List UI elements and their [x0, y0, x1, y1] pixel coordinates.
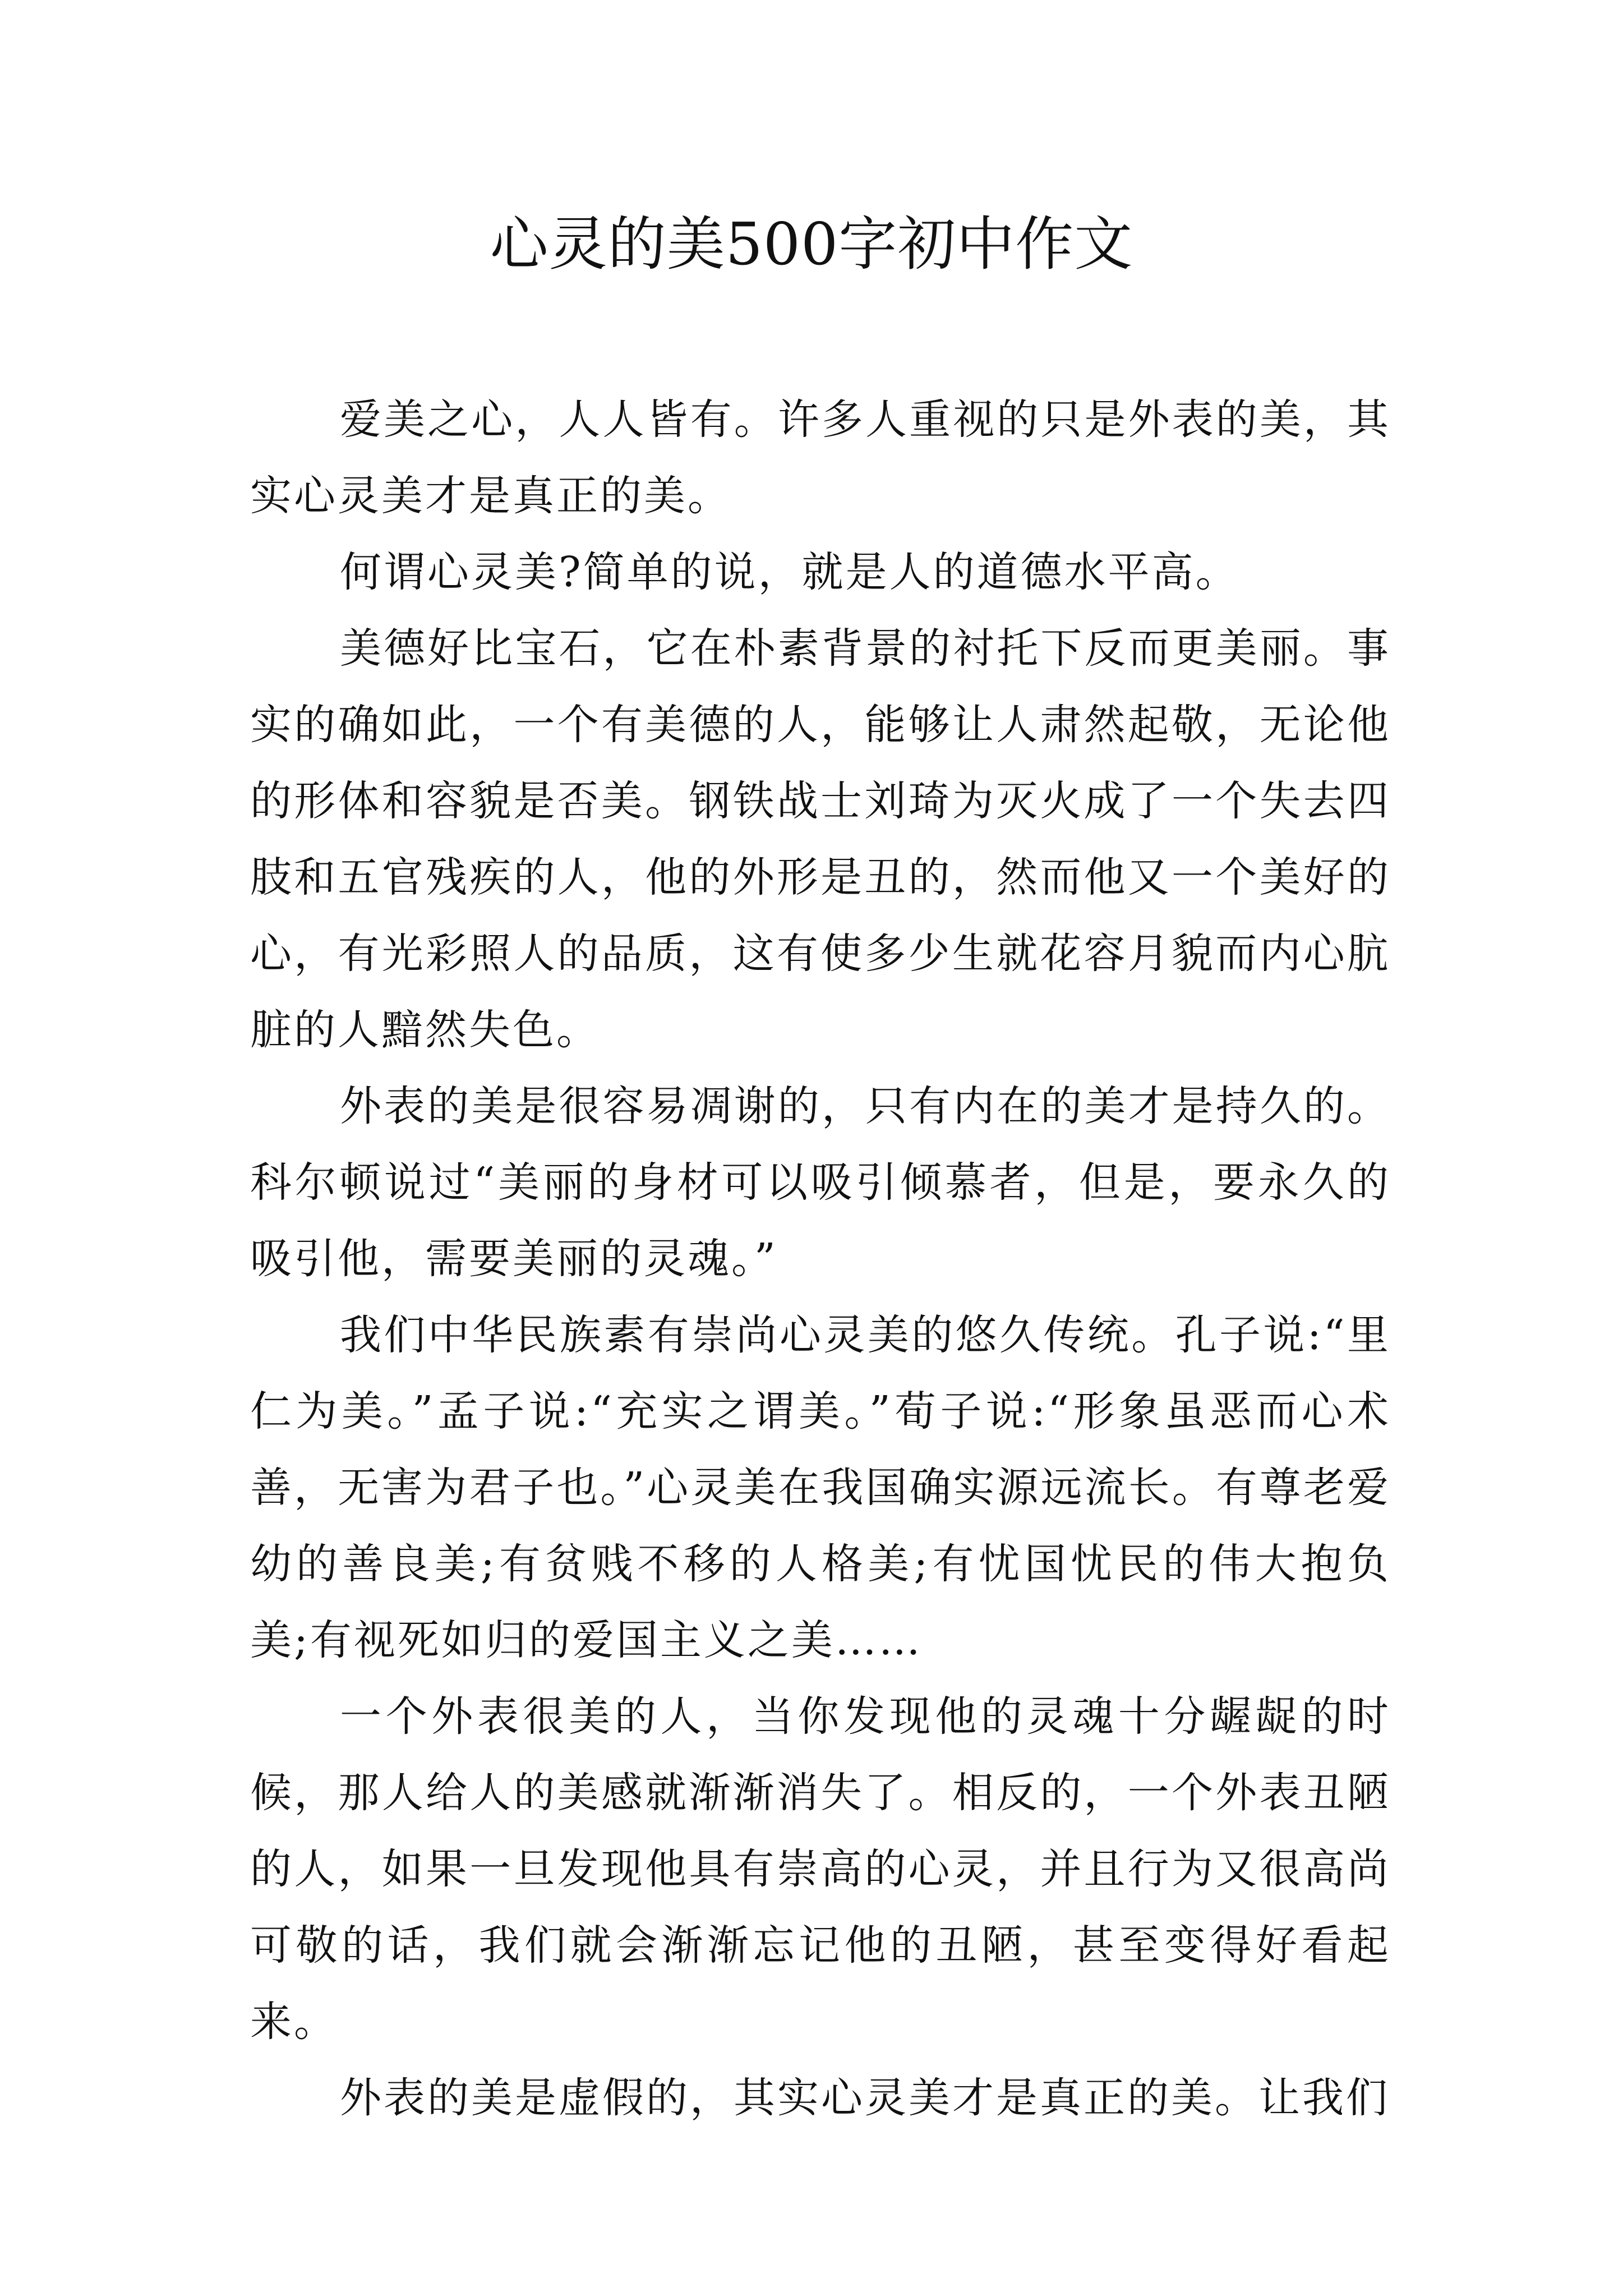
paragraph: 一个外表很美的人，当你发现他的灵魂十分龌龊的时候，那人给人的美感就渐渐消失了。相反的，一个外表丑陋的人，如果一旦发现他具有崇高的心灵，并且行为又很高尚可敬的话，我们就会渐渐忘记他的丑陋，甚至变得好看起来。 [250, 1692, 1391, 2046]
paragraph: 我们中华民族素有崇尚心灵美的悠久传统。孔子说:“里仁为美。”孟子说:“充实之谓美。”荀子说:“形象虽恶而心术善，无害为君子也。”心灵美在我国确实源远流长。有尊老爱幼的善良美;有贫贱不移的人格美;有忧国忧民的伟大抱负美;有视死如归的爱国主义之美…… [250, 1311, 1391, 1664]
paragraph: 美德好比宝石，它在朴素背景的衬托下反而更美丽。事实的确如此，一个有美德的人，能够让人肃然起敬，无论他的形体和容貌是否美。钢铁战士刘琦为灭火成了一个失去四肢和五官残疾的人，他的外形是丑的，然而他又一个美好的心，有光彩照人的品质，这有使多少生就花容月貌而内心肮脏的人黯然失色。 [250, 624, 1391, 1054]
paragraph: 爱美之心，人人皆有。许多人重视的只是外表的美，其实心灵美才是真正的美。 [250, 395, 1391, 520]
paragraph: 何谓心灵美?简单的说，就是人的道德水平高。 [340, 548, 1239, 596]
paragraph: 外表的美是虚假的，其实心灵美才是真正的美。让我们 [340, 2074, 1390, 2122]
document-body [250, 381, 1391, 2136]
paragraph: 外表的美是很容易凋谢的，只有内在的美才是持久的。科尔顿说过“美丽的身材可以吸引倾慕者，但是，要永久的吸引他，需要美丽的灵魂。” [250, 1082, 1391, 1283]
document-title: 心灵的美500字初中作文 [490, 210, 1133, 278]
